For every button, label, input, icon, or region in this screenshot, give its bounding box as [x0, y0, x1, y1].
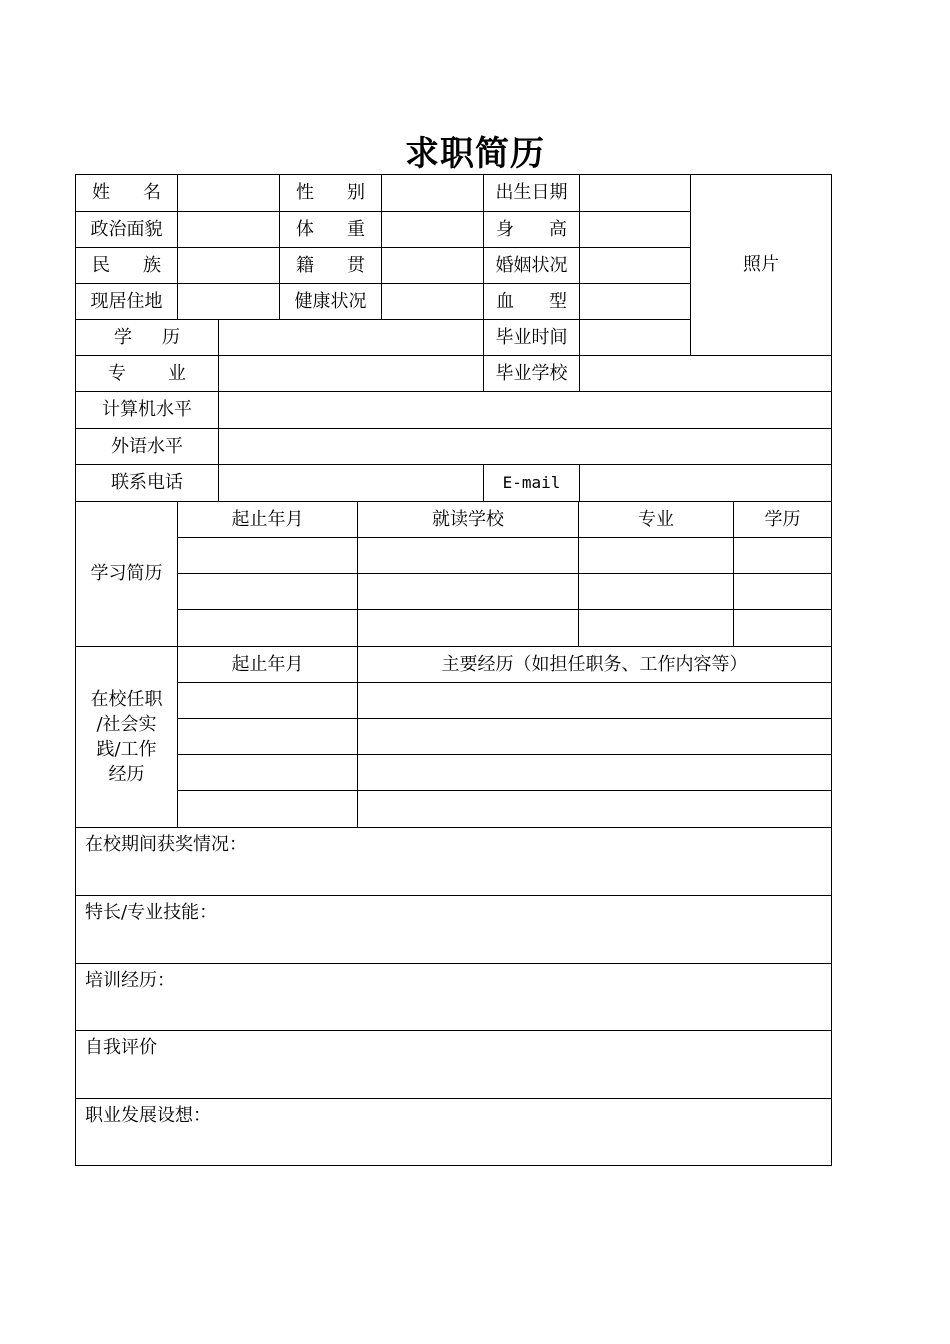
label-native-place	[279, 247, 382, 284]
label-education	[75, 319, 219, 356]
label-height-char-1: 身	[496, 218, 514, 240]
study-row-3-school[interactable]	[357, 609, 579, 647]
label-residence: 现居住地	[75, 283, 178, 320]
phone-field[interactable]	[218, 464, 484, 502]
study-section-label: 学习简历	[75, 501, 178, 647]
label-graduation-time: 毕业时间	[483, 319, 580, 356]
label-birth-date: 出生日期	[483, 174, 580, 212]
health-field[interactable]	[381, 283, 484, 320]
label-height	[483, 211, 580, 248]
label-health: 健康状况	[279, 283, 382, 320]
blood-type-field[interactable]	[579, 283, 691, 320]
training-label: 培训经历：	[85, 970, 175, 991]
education-field[interactable]	[218, 319, 484, 356]
label-email: E-mail	[483, 464, 580, 502]
photo-box[interactable]	[690, 174, 832, 356]
label-name-char-2: 名	[143, 182, 161, 203]
skills-section[interactable]	[75, 895, 832, 964]
experience-row-4-content[interactable]	[357, 790, 832, 828]
name-field[interactable]	[177, 174, 280, 212]
label-weight-char-2: 重	[347, 218, 365, 240]
computer-level-field[interactable]	[218, 391, 832, 429]
experience-row-2-period[interactable]	[177, 718, 358, 755]
study-header-major: 专业	[578, 501, 734, 538]
study-row-1-school[interactable]	[357, 537, 579, 574]
study-row-1-degree[interactable]	[733, 537, 832, 574]
label-ethnicity-char-2: 族	[143, 254, 161, 276]
experience-header-content: 主要经历（如担任职务、工作内容等）	[357, 646, 832, 683]
label-weight	[279, 211, 382, 248]
experience-header-period: 起止年月	[177, 646, 358, 683]
study-row-3-major[interactable]	[578, 609, 734, 647]
career-plan-label: 职业发展设想：	[85, 1105, 211, 1126]
study-header-school: 就读学校	[357, 501, 579, 538]
awards-label: 在校期间获奖情况：	[85, 834, 247, 855]
label-height-char-2: 高	[549, 218, 567, 240]
label-political-status: 政治面貌	[75, 211, 178, 248]
residence-field[interactable]	[177, 283, 280, 320]
experience-row-1-content[interactable]	[357, 682, 832, 719]
email-field[interactable]	[579, 464, 832, 502]
study-row-2-school[interactable]	[357, 573, 579, 610]
career-plan-section[interactable]	[75, 1098, 832, 1166]
native-place-field[interactable]	[381, 247, 484, 284]
label-ethnicity	[75, 247, 178, 284]
study-header-degree: 学历	[733, 501, 832, 538]
marital-status-field[interactable]	[579, 247, 691, 284]
label-ethnicity-char-1: 民	[92, 254, 110, 276]
self-evaluation-section[interactable]	[75, 1030, 832, 1099]
label-graduation-school: 毕业学校	[483, 355, 580, 392]
experience-section-label: 在校任职 /社会实 践/工作 经历	[75, 646, 178, 828]
experience-row-1-period[interactable]	[177, 682, 358, 719]
graduation-time-field[interactable]	[579, 319, 691, 356]
major-field[interactable]	[218, 355, 484, 392]
study-row-1-period[interactable]	[177, 537, 358, 574]
label-major	[75, 355, 219, 392]
label-marital-status: 婚姻状况	[483, 247, 580, 284]
study-header-period: 起止年月	[177, 501, 358, 538]
study-row-1-major[interactable]	[578, 537, 734, 574]
weight-field[interactable]	[381, 211, 484, 248]
label-blood-type-char-2: 型	[549, 290, 567, 312]
study-row-3-period[interactable]	[177, 609, 358, 647]
label-gender-char-1: 性	[296, 182, 314, 203]
label-name	[75, 174, 178, 212]
study-row-2-degree[interactable]	[733, 573, 832, 610]
experience-row-4-period[interactable]	[177, 790, 358, 828]
label-education-char-2: 历	[162, 326, 180, 348]
experience-row-3-period[interactable]	[177, 754, 358, 791]
language-level-field[interactable]	[218, 428, 832, 465]
page-title: 求职简历	[405, 134, 545, 174]
label-gender	[279, 174, 382, 212]
experience-row-2-content[interactable]	[357, 718, 832, 755]
label-language-level: 外语水平	[75, 428, 219, 465]
experience-row-3-content[interactable]	[357, 754, 832, 791]
label-computer-level: 计算机水平	[75, 391, 219, 429]
label-native-place-char-1: 籍	[296, 254, 314, 276]
label-blood-type	[483, 283, 580, 320]
label-weight-char-1: 体	[296, 218, 314, 240]
label-blood-type-char-1: 血	[496, 290, 514, 312]
political-status-field[interactable]	[177, 211, 280, 248]
self-evaluation-label: 自我评价	[85, 1037, 157, 1058]
gender-field[interactable]	[381, 174, 484, 212]
graduation-school-field[interactable]	[579, 355, 832, 392]
photo-label: 照片	[743, 254, 779, 275]
label-gender-char-2: 别	[347, 182, 365, 203]
awards-section[interactable]	[75, 827, 832, 896]
ethnicity-field[interactable]	[177, 247, 280, 284]
label-name-char-1: 姓	[92, 182, 110, 203]
label-major-char-1: 专	[108, 362, 126, 384]
label-phone: 联系电话	[75, 464, 219, 502]
birth-date-field[interactable]	[579, 174, 691, 212]
height-field[interactable]	[579, 211, 691, 248]
label-native-place-char-2: 贯	[347, 254, 365, 276]
study-row-2-period[interactable]	[177, 573, 358, 610]
label-major-char-2: 业	[168, 362, 186, 384]
training-section[interactable]	[75, 963, 832, 1031]
label-education-char-1: 学	[114, 326, 132, 348]
study-row-2-major[interactable]	[578, 573, 734, 610]
skills-label: 特长/专业技能：	[85, 902, 218, 923]
study-row-3-degree[interactable]	[733, 609, 832, 647]
